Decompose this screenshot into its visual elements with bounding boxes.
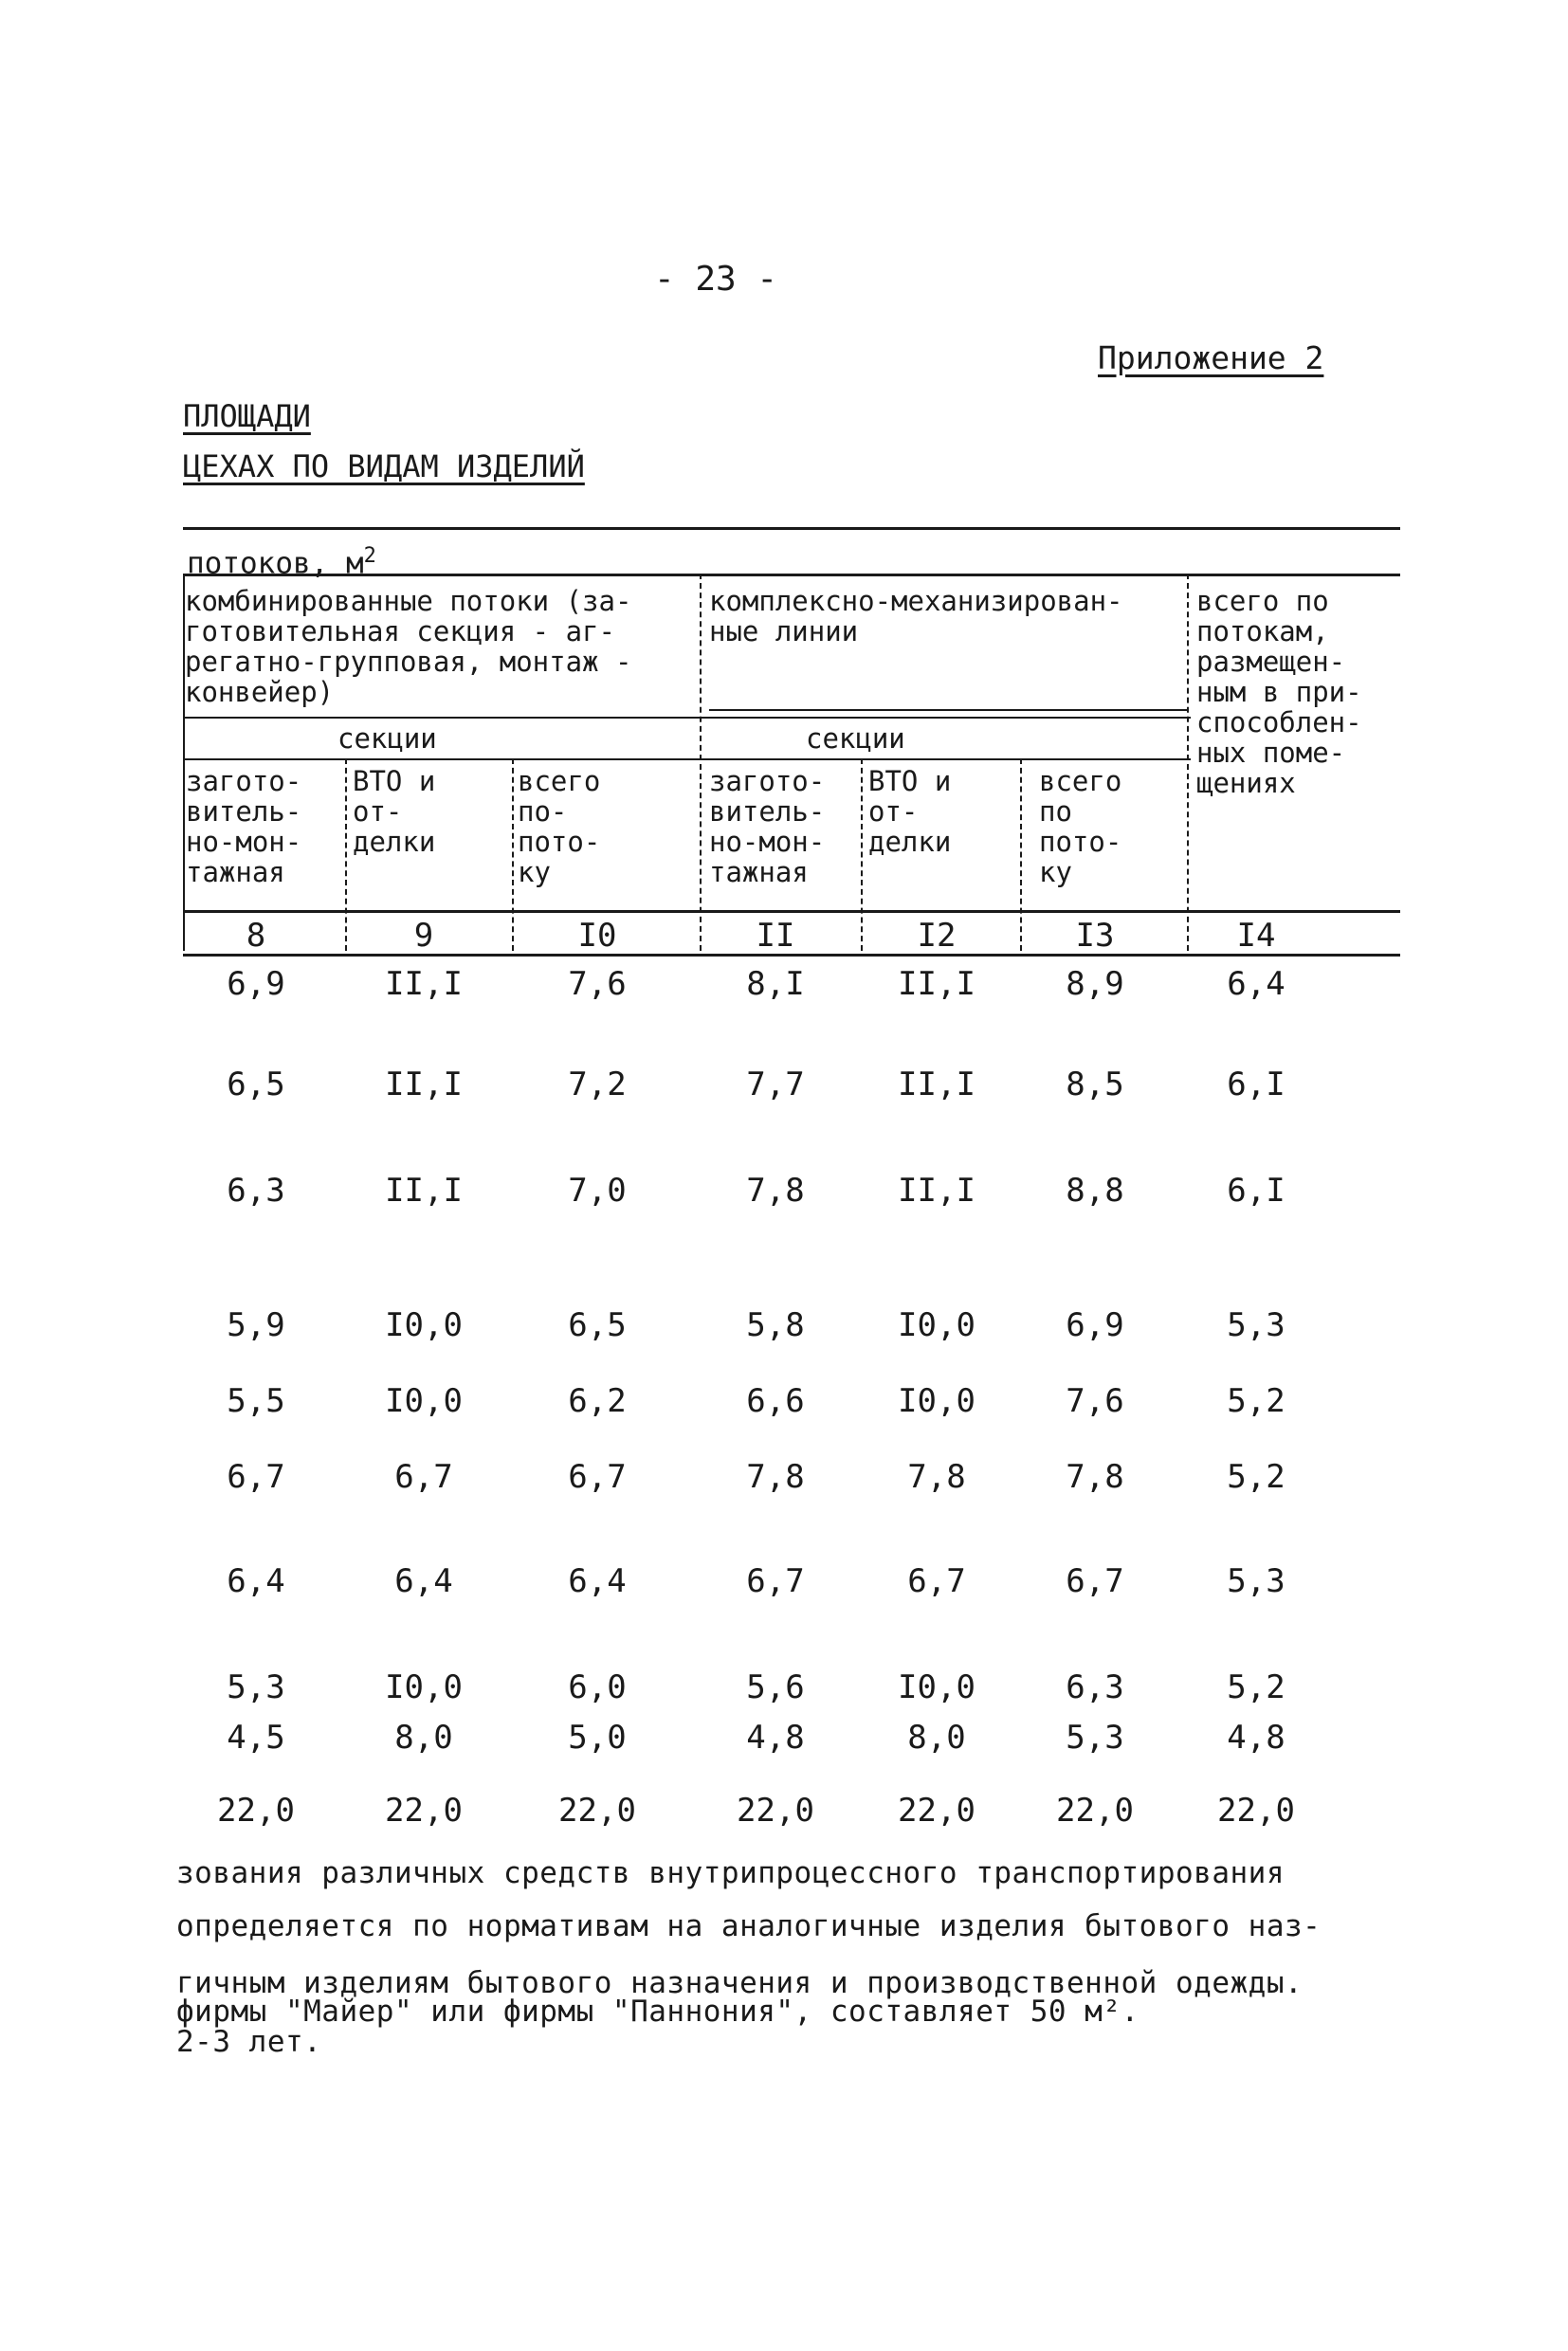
table-cell: 6,7 <box>746 1562 805 1600</box>
page-number: - 23 - <box>654 260 778 299</box>
table-cell: 5,2 <box>1227 1668 1285 1706</box>
table-cell: 6,4 <box>227 1562 285 1600</box>
table-cell: 22,0 <box>737 1792 814 1830</box>
table-cell: II,I <box>385 965 463 1003</box>
column-number: 9 <box>413 917 434 955</box>
units-label: потоков, $м^2$ <box>187 544 376 581</box>
separator-sub-5 <box>1020 758 1022 951</box>
table-cell: 6,4 <box>568 1562 627 1600</box>
header-combined-flows: комбинированные потоки (за- готовительная секция - аг- регатно-групповая, монтаж - конвейер) <box>185 585 632 708</box>
table-cell: 22,0 <box>1056 1792 1134 1830</box>
separator-sub-1 <box>345 758 347 951</box>
table-cell: 6,7 <box>227 1458 285 1496</box>
table-cell: 6,4 <box>394 1562 453 1600</box>
table-cell: 4,8 <box>1227 1719 1285 1757</box>
table-left-border <box>183 574 185 951</box>
table-cell: 8,8 <box>1066 1172 1124 1210</box>
table-cell: 6,I <box>1227 1172 1285 1210</box>
table-cell: 22,0 <box>898 1792 975 1830</box>
header-mid-rule <box>709 709 1189 711</box>
table-cell: II,I <box>385 1172 463 1210</box>
separator-sub-2 <box>512 758 514 951</box>
subheader-complex-prep: загото- витель- но-мон- тажная <box>709 765 826 888</box>
table-cell: 5,9 <box>227 1306 285 1344</box>
table-cell: 6,6 <box>746 1382 805 1420</box>
table-cell: 5,5 <box>227 1382 285 1420</box>
table-cell: 5,3 <box>227 1668 285 1706</box>
title-line-1: ПЛОЩАДИ <box>183 398 311 434</box>
table-cell: 6,0 <box>568 1668 627 1706</box>
table-cell: I0,0 <box>898 1382 975 1420</box>
table-cell: 4,5 <box>227 1719 285 1757</box>
table-cell: 6,4 <box>1227 965 1285 1003</box>
table-cell: 6,9 <box>1066 1306 1124 1344</box>
table-cell: 4,8 <box>746 1719 805 1757</box>
table-cell: II,I <box>898 1172 975 1210</box>
table-cell: 5,3 <box>1227 1562 1285 1600</box>
sections-label-combined: секции <box>337 722 437 755</box>
column-number: I3 <box>1075 917 1115 955</box>
table-cell: I0,0 <box>898 1306 975 1344</box>
table-cell: 7,0 <box>568 1172 627 1210</box>
table-cell: 5,3 <box>1066 1719 1124 1757</box>
table-cell: I0,0 <box>898 1668 975 1706</box>
table-cell: II,I <box>898 1066 975 1103</box>
table-cell: 22,0 <box>217 1792 295 1830</box>
table-cell: 7,8 <box>746 1172 805 1210</box>
subheader-combined-prep: загото- витель- но-мон- тажная <box>186 765 302 888</box>
header-complex-lines: комплексно-механизирован- ные линии <box>709 585 1123 647</box>
table-cell: 5,3 <box>1227 1306 1285 1344</box>
table-cell: I0,0 <box>385 1382 463 1420</box>
table-cell: 5,2 <box>1227 1458 1285 1496</box>
table-cell: 8,9 <box>1066 965 1124 1003</box>
sections-label-complex: секции <box>806 722 905 755</box>
note-line-1: зования различных средств внутрипроцессного транспортирования <box>176 1856 1285 1890</box>
table-top-rule <box>183 527 1400 530</box>
note-line-3: гичным изделиям бытового назначения и производственной одежды. <box>176 1966 1304 2000</box>
table-cell: 7,8 <box>1066 1458 1124 1496</box>
table-cell: 6,I <box>1227 1066 1285 1103</box>
table-cell: 8,I <box>746 965 805 1003</box>
subheader-combined-finish: ВТО и от- делки <box>353 765 436 858</box>
table-cell: 22,0 <box>385 1792 463 1830</box>
table-cell: 7,7 <box>746 1066 805 1103</box>
table-cell: 7,8 <box>907 1458 966 1496</box>
table-cell: 6,7 <box>907 1562 966 1600</box>
table-cell: 6,7 <box>394 1458 453 1496</box>
column-number: I4 <box>1236 917 1276 955</box>
table-cell: 7,6 <box>1066 1382 1124 1420</box>
table-cell: 22,0 <box>1217 1792 1295 1830</box>
table-cell: 6,2 <box>568 1382 627 1420</box>
note-line-5: 2-3 лет. <box>176 2025 322 2059</box>
separator-sub-4 <box>861 758 863 951</box>
table-cell: 6,5 <box>568 1306 627 1344</box>
table-cell: I0,0 <box>385 1668 463 1706</box>
header-total-adapted: всего по потокам, размещен- ным в при- способлен- ных поме- щениях <box>1196 585 1362 799</box>
column-number: II <box>756 917 795 955</box>
table-cell: II,I <box>898 965 975 1003</box>
table-cell: 6,3 <box>227 1172 285 1210</box>
table-cell: 7,8 <box>746 1458 805 1496</box>
separator-complex-total <box>1187 574 1189 951</box>
table-cell: 22,0 <box>558 1792 636 1830</box>
column-number: 8 <box>246 917 266 955</box>
column-number-bottom-rule <box>183 954 1400 957</box>
table-cell: 6,7 <box>1066 1562 1124 1600</box>
table-cell: 6,5 <box>227 1066 285 1103</box>
note-line-4: фирмы "Майер" или фирмы "Паннония", составляет 50 м². <box>176 1995 1140 2029</box>
header-sections-rule <box>183 717 1191 719</box>
table-cell: 6,3 <box>1066 1668 1124 1706</box>
table-cell: 8,5 <box>1066 1066 1124 1103</box>
table-cell: 6,9 <box>227 965 285 1003</box>
table-cell: 7,2 <box>568 1066 627 1103</box>
table-cell: 5,0 <box>568 1719 627 1757</box>
column-number: I2 <box>917 917 957 955</box>
column-number-top-rule <box>183 910 1400 913</box>
table-cell: 5,8 <box>746 1306 805 1344</box>
table-cell: 5,2 <box>1227 1382 1285 1420</box>
subheader-complex-finish: ВТО и от- делки <box>868 765 952 858</box>
subheader-combined-total: всего по- пото- ку <box>518 765 601 888</box>
table-cell: 6,7 <box>568 1458 627 1496</box>
separator-combined-complex <box>700 574 702 951</box>
title-line-2: ЦЕХАХ ПО ВИДАМ ИЗДЕЛИЙ <box>183 448 585 484</box>
note-line-2: определяется по нормативам на аналогичные изделия бытового наз- <box>176 1909 1322 1943</box>
table-cell: II,I <box>385 1066 463 1103</box>
subheader-complex-total: всего по пото- ку <box>1039 765 1122 888</box>
table-cell: 5,6 <box>746 1668 805 1706</box>
table-cell: 8,0 <box>907 1719 966 1757</box>
subheader-top-rule <box>183 758 1191 760</box>
header-top-rule <box>183 574 1400 576</box>
appendix-label: Приложение 2 <box>1098 339 1324 376</box>
table-cell: 8,0 <box>394 1719 453 1757</box>
table-cell: I0,0 <box>385 1306 463 1344</box>
table-cell: 7,6 <box>568 965 627 1003</box>
column-number: I0 <box>577 917 617 955</box>
